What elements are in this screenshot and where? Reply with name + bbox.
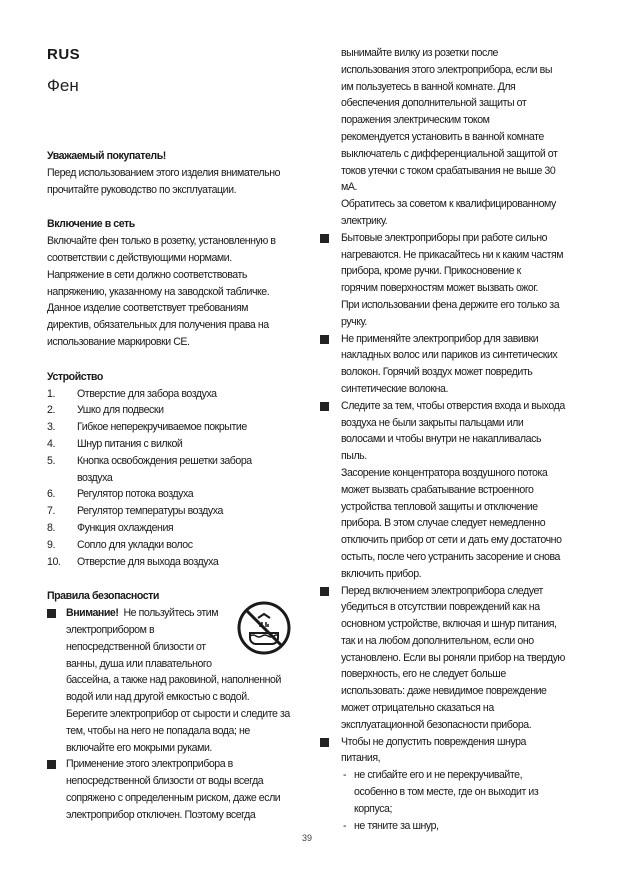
device-parts-list <box>47 386 297 571</box>
dash-line: корпуса; <box>354 802 392 815</box>
part-number: 4. <box>47 437 55 450</box>
text-line: поражения электрическим током <box>341 114 490 127</box>
part-number: 3. <box>47 421 55 434</box>
bullet-line: прибора. В этом случае следует немедленно <box>341 517 546 530</box>
part-number: 9. <box>47 538 55 551</box>
bullet-line: волосами и чтобы внутри не накапливалась <box>341 433 542 446</box>
device-part-item <box>47 436 297 453</box>
device-part-item <box>47 402 297 419</box>
bullet-line: устройства тепловой защиты и отключение <box>341 500 538 513</box>
device-section <box>47 369 297 571</box>
dear-customer-heading: Уважаемый покупатель! <box>47 150 166 162</box>
warning-line: электроприбором в <box>66 623 155 636</box>
bullet-line: горячим поверхностям может вызвать ожог. <box>341 282 538 295</box>
bullet-square-icon <box>320 402 329 411</box>
part-number: 1. <box>47 387 55 400</box>
warning-line: бассейна, а также над раковиной, наполненной <box>66 674 281 687</box>
part-label: Отверстие для забора воздуха <box>77 387 217 400</box>
bullet-line: пыль. <box>341 450 367 463</box>
bullet-line: Следите за тем, чтобы отверстия входа и выхода <box>341 399 565 412</box>
text-line: электрику. <box>341 214 388 227</box>
bullet-line: непосредственной близости от воды всегда <box>66 775 264 788</box>
part-number: 8. <box>47 521 55 534</box>
text-line: выключатель с дифференциальной защитой от <box>341 147 558 160</box>
no-water-use-icon <box>236 600 292 656</box>
bullet-line: эксплуатационной безопасности прибора. <box>341 718 532 731</box>
language-code: RUS <box>47 46 81 63</box>
safety-bullet-airflow <box>320 398 582 583</box>
bullet-square-icon <box>47 609 56 618</box>
part-label: Гибкое неперекручиваемое покрытие <box>77 421 247 434</box>
device-part-item <box>47 386 297 403</box>
device-part-item <box>47 453 297 487</box>
bullet-line: установлено. Если вы роняли прибор на твердую <box>341 651 565 664</box>
part-label: Регулятор потока воздуха <box>77 488 194 501</box>
part-number: 6. <box>47 488 55 501</box>
bullet-line: волокон. Горячий воздух может повредить <box>341 366 533 379</box>
dear-customer-section <box>47 148 297 198</box>
cord-dash-list <box>341 767 582 834</box>
part-label: Шнур питания с вилкой <box>77 437 183 450</box>
page-number: 39 <box>302 833 313 843</box>
left-column <box>47 148 297 823</box>
warning-line: тем, чтобы на него не попадала вода; не <box>66 724 250 737</box>
bullet-line: При использовании фена держите его только за <box>341 298 560 311</box>
dash-line: не сгибайте его и не перекручивайте, <box>354 769 523 782</box>
part-number: 2. <box>47 404 55 417</box>
text-line: Обратитесь за советом к квалифицированному <box>341 198 556 211</box>
bullet-square-icon <box>320 738 329 747</box>
power-line: использование маркировки CE. <box>47 335 190 348</box>
safety-heading: Правила безопасности <box>47 590 159 603</box>
bullet-line: электроприбор отключен. Поэтому всегда <box>66 808 256 821</box>
bullet-line: воздуха не были закрыты пальцами или <box>341 416 524 429</box>
part-label: Ушко для подвески <box>77 404 164 417</box>
bullet-line: Перед включением электроприбора следует <box>341 584 543 597</box>
bullet-line: поверхность, его не следует больше <box>341 668 506 681</box>
bullet-line: нагреваются. Не прикасайтесь ни к каким частям <box>341 248 564 261</box>
bullet-line: может вызвать срабатывание встроенного <box>341 483 534 496</box>
text-line: обеспечения дополнительной защиты от <box>341 97 527 110</box>
bullet-square-icon <box>320 587 329 596</box>
text-line: вынимайте вилку из розетки после <box>341 47 498 59</box>
bullet-line: сопряжено с определенным риском, даже если <box>66 791 281 804</box>
device-part-item <box>47 503 297 520</box>
bullet-line: Бытовые электроприборы при работе сильно <box>341 231 548 244</box>
power-line: Напряжение в сети должно соответствовать <box>47 268 247 281</box>
device-part-item <box>47 554 297 571</box>
device-part-item <box>47 520 297 537</box>
text-line: им пользуетесь в ванной комнате. Для <box>341 80 516 93</box>
bullet-line: Чтобы не допустить повреждения шнура <box>341 735 527 748</box>
bullet-square-icon <box>320 234 329 243</box>
safety-bullet-wigs <box>320 331 582 398</box>
continued-text <box>320 45 582 230</box>
part-number: 7. <box>47 505 55 518</box>
dash-marker: - <box>343 769 347 782</box>
product-title: Фен <box>47 76 79 95</box>
safety-bullet-cord <box>320 734 582 835</box>
part-label: воздуха <box>77 471 113 484</box>
bullet-line: прибора, кроме ручки. Прикосновение к <box>341 265 521 278</box>
part-label: Кнопка освобождения решетки забора <box>77 454 252 467</box>
text-line: мА. <box>341 181 357 194</box>
bullet-line: Не применяйте электроприбор для завивки <box>341 332 539 345</box>
text-line: использования этого электроприбора, если вы <box>341 63 552 76</box>
safety-bullet-water <box>47 756 297 823</box>
dash-marker: - <box>343 819 347 832</box>
bullet-line: основном устройстве, включая и шнур питания, <box>341 618 557 631</box>
part-label: Отверстие для выхода воздуха <box>77 555 219 568</box>
safety-bullet-damage <box>320 583 582 734</box>
bullet-line: остыть, после чего устранить засорение и снова <box>341 550 560 563</box>
power-line: напряжению, указанному на заводской табличке. <box>47 285 270 298</box>
part-number: 5. <box>47 454 55 467</box>
power-section <box>47 216 297 350</box>
bullet-line: убедиться в отсутствии повреждений как на <box>341 601 540 614</box>
device-part-item <box>47 486 297 503</box>
bullet-line: синтетические волокна. <box>341 382 448 395</box>
bullet-line: может отрицательно сказаться на <box>341 702 494 715</box>
warning-line: ванны, душа или плавательного <box>66 657 212 670</box>
dash-item <box>341 767 582 817</box>
device-heading: Устройство <box>47 370 103 383</box>
bullet-square-icon <box>47 760 56 769</box>
bullet-line: включить прибор. <box>341 567 422 580</box>
part-number: 10. <box>47 555 61 568</box>
warning-line: Не пользуйтесь этим <box>123 607 219 620</box>
power-line: директив, обязательных для получения права на <box>47 319 269 332</box>
power-line: Включайте фен только в розетку, установленную в <box>47 235 276 248</box>
text-line: рекомендуется установить в ванной комнате <box>341 130 544 143</box>
dear-customer-line: Перед использованием этого изделия внимательно <box>47 166 281 179</box>
bullet-line: питания, <box>341 752 381 765</box>
device-part-item <box>47 419 297 436</box>
dash-line: особенно в том месте, где он выходит из <box>354 786 539 799</box>
right-column <box>320 45 582 834</box>
dash-item <box>341 818 582 835</box>
bullet-line: накладных волос или париков из синтетических <box>341 349 558 362</box>
bullet-line: использовать: даже невидимое повреждение <box>341 685 547 698</box>
warning-line: включайте его мокрыми руками. <box>66 741 212 754</box>
bullet-square-icon <box>320 335 329 344</box>
power-heading: Включение в сеть <box>47 218 135 231</box>
part-label: Функция охлаждения <box>77 521 174 534</box>
warning-label: Внимание! <box>66 607 119 620</box>
bullet-line: так и на любом дополнительном, если оно <box>341 634 534 647</box>
text-line: токов утечки с током срабатывания не выше 30 <box>341 164 556 177</box>
bullet-line: отключить прибор от сети и дать ему достаточно <box>341 534 562 547</box>
part-label: Сопло для укладки волос <box>77 538 193 551</box>
part-label: Регулятор температуры воздуха <box>77 505 223 518</box>
bullet-line: ручку. <box>341 315 367 328</box>
bullet-line: Засорение концентратора воздушного потока <box>341 466 548 479</box>
power-line: Данное изделие соответствует требованиям <box>47 302 249 315</box>
device-part-item <box>47 537 297 554</box>
dear-customer-line: прочитайте руководство по эксплуатации. <box>47 183 237 196</box>
safety-bullet-hot <box>320 230 582 331</box>
dash-line: не тяните за шнур, <box>354 819 439 832</box>
power-line: соответствии с действующими нормами. <box>47 251 232 264</box>
bullet-line: Применение этого электроприбора в <box>66 758 233 771</box>
warning-line: водой или над другой емкостью с водой. <box>66 691 250 704</box>
warning-line: непосредственной близости от <box>66 640 206 653</box>
warning-line: Берегите электроприбор от сырости и следите за <box>66 707 290 720</box>
